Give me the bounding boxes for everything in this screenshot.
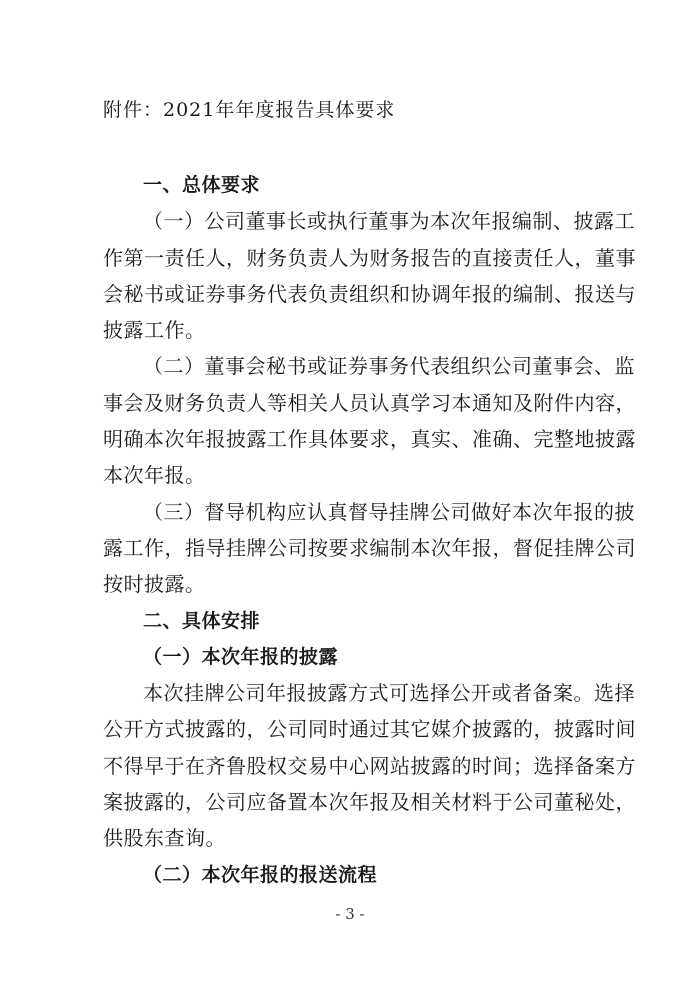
paragraph-line: 露工作，指导挂牌公司按要求编制本次年报，督促挂牌公司 [103, 535, 636, 560]
section-heading-general: 一、总体要求 [143, 174, 261, 196]
paragraph-line: 按时披露。 [103, 572, 206, 597]
paragraph-line: 供股东查询。 [103, 826, 226, 851]
paragraph-line: 案披露的，公司应备置本次年报及相关材料于公司董秘处， [103, 790, 636, 815]
paragraph-line: 不得早于在齐鲁股权交易中心网站披露的时间；选择备案方 [103, 753, 636, 778]
subsection-heading-disclosure: （一）本次年报的披露 [143, 645, 339, 668]
subsection-heading-submission: （二）本次年报的报送流程 [143, 863, 378, 886]
paragraph-line: （三）督导机构应认真督导挂牌公司做好本次年报的披 [143, 499, 635, 524]
paragraph-line: 作第一责任人，财务负责人为财务报告的直接责任人，董事 [103, 245, 636, 270]
paragraph-line: （一）公司董事长或执行董事为本次年报编制、披露工 [143, 209, 635, 234]
paragraph-line: 披露工作。 [103, 318, 206, 343]
paragraph-line: （二）董事会秘书或证券事务代表组织公司董事会、监 [143, 354, 635, 379]
section-heading-arrangement: 二、具体安排 [143, 609, 261, 632]
paragraph-line: 事会及财务负责人等相关人员认真学习本通知及附件内容， [103, 390, 636, 415]
paragraph-line: 本次挂牌公司年报披露方式可选择公开或者备案。选择 [143, 681, 635, 706]
paragraph-line: 会秘书或证券事务代表负责组织和协调年报的编制、报送与 [103, 281, 636, 306]
page-number: - 3 - [335, 905, 365, 923]
paragraph-line: 明确本次年报披露工作具体要求，真实、准确、完整地披露 [103, 427, 636, 452]
paragraph-line: 本次年报。 [103, 463, 206, 488]
document-body [103, 167, 636, 893]
attachment-title: 附件：2021年年度报告具体要求 [103, 99, 396, 121]
paragraph-line: 公开方式披露的，公司同时通过其它媒介披露的，披露时间 [103, 717, 636, 742]
